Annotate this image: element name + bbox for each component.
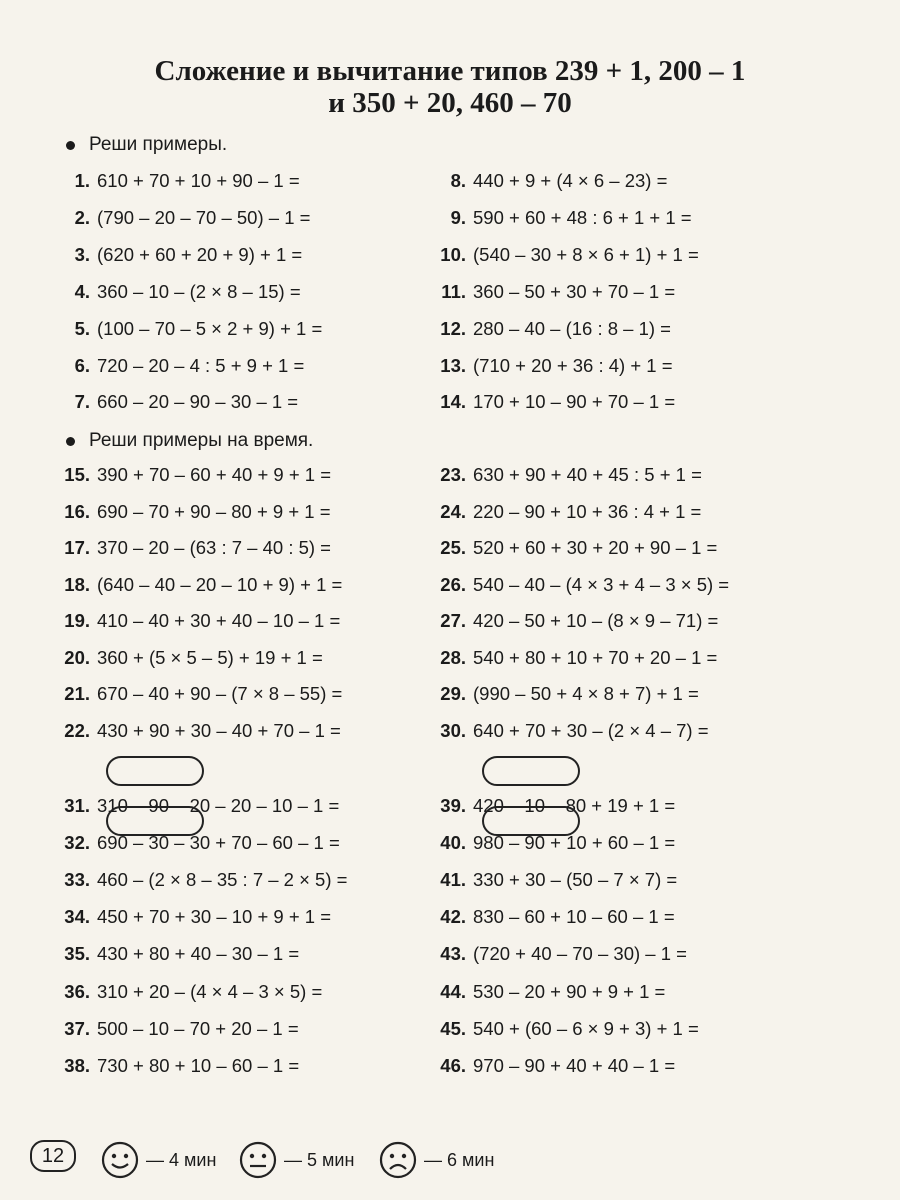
exercise-number: 37. bbox=[64, 1017, 90, 1039]
exercise-number: 18. bbox=[64, 573, 90, 595]
sad-face-icon bbox=[378, 1140, 418, 1180]
exercise-row bbox=[432, 391, 675, 413]
exercise-row bbox=[432, 574, 729, 596]
exercise-number: 22. bbox=[64, 719, 90, 741]
exercise-expression: 220 – 90 + 10 + 36 : 4 + 1 = bbox=[473, 500, 702, 522]
exercise-expression: 170 + 10 – 90 + 70 – 1 = bbox=[473, 391, 676, 413]
exercise-number: 5. bbox=[74, 317, 90, 339]
section-heading-1 bbox=[66, 134, 227, 156]
smile-icon bbox=[100, 1140, 140, 1180]
exercise-number: 32. bbox=[64, 832, 90, 854]
exercise-expression: (720 + 40 – 70 – 30) – 1 = bbox=[473, 943, 687, 965]
exercise-number: 13. bbox=[440, 354, 466, 376]
exercise-expression: 310 + 20 – (4 × 4 – 3 × 5) = bbox=[97, 980, 323, 1002]
exercise-expression: 520 + 60 + 30 + 20 + 90 – 1 = bbox=[473, 537, 718, 558]
exercise-expression: 280 – 40 – (16 : 8 – 1) = bbox=[473, 317, 671, 339]
exercise-row bbox=[432, 244, 699, 266]
exercise-number: 3. bbox=[74, 243, 90, 265]
exercise-expression: 690 – 30 – 30 + 70 – 60 – 1 = bbox=[97, 832, 340, 854]
exercise-row bbox=[58, 1018, 299, 1040]
exercise-expression: 440 + 9 + (4 × 6 – 23) = bbox=[473, 170, 668, 191]
exercise-number: 39. bbox=[440, 795, 466, 816]
exercise-number: 15. bbox=[64, 464, 90, 485]
exercise-number: 30. bbox=[440, 719, 466, 741]
exercise-row bbox=[58, 943, 299, 965]
exercise-row bbox=[58, 906, 331, 928]
exercise-number: 43. bbox=[440, 943, 466, 965]
exercise-number: 36. bbox=[64, 980, 90, 1002]
exercise-row bbox=[432, 1055, 675, 1077]
exercise-expression: 460 – (2 × 8 – 35 : 7 – 2 × 5) = bbox=[97, 869, 348, 891]
exercise-expression: (640 – 40 – 20 – 10 + 9) + 1 = bbox=[97, 573, 343, 595]
section-heading-label: Реши примеры. bbox=[89, 134, 228, 155]
exercise-number: 21. bbox=[64, 683, 90, 704]
exercise-expression: 730 + 80 + 10 – 60 – 1 = bbox=[97, 1054, 300, 1076]
exercise-number: 9. bbox=[450, 206, 466, 228]
exercise-expression: 390 + 70 – 60 + 40 + 9 + 1 = bbox=[97, 464, 332, 485]
bullet-icon bbox=[66, 437, 75, 446]
exercise-row bbox=[58, 720, 341, 742]
exercise-number: 4. bbox=[74, 280, 90, 302]
exercise-row bbox=[58, 981, 322, 1003]
exercise-number: 34. bbox=[64, 906, 90, 928]
exercise-row bbox=[58, 869, 347, 891]
exercise-expression: (710 + 20 + 36 : 4) + 1 = bbox=[473, 354, 673, 376]
exercise-expression: 420 – 50 + 10 – (8 × 9 – 71) = bbox=[473, 610, 719, 631]
exercise-row bbox=[58, 501, 331, 523]
exercise-expression: 420 – 10 – 80 + 19 + 1 = bbox=[473, 795, 676, 816]
exercise-number: 35. bbox=[64, 943, 90, 965]
exercise-row bbox=[58, 647, 323, 669]
exercise-number: 38. bbox=[64, 1054, 90, 1076]
exercise-row bbox=[432, 464, 702, 486]
legend-label: — 5 мин bbox=[284, 1149, 355, 1170]
exercise-row bbox=[58, 683, 342, 705]
exercise-row bbox=[432, 1018, 699, 1040]
exercise-number: 27. bbox=[440, 610, 466, 631]
exercise-number: 46. bbox=[440, 1054, 466, 1076]
exercise-row bbox=[432, 281, 675, 303]
exercise-expression: (540 – 30 + 8 × 6 + 1) + 1 = bbox=[473, 243, 699, 265]
exercise-number: 33. bbox=[64, 869, 90, 891]
exercise-expression: 410 – 40 + 30 + 40 – 10 – 1 = bbox=[97, 610, 341, 631]
exercise-number: 14. bbox=[440, 391, 466, 413]
exercise-expression: (100 – 70 – 5 × 2 + 9) + 1 = bbox=[97, 317, 323, 339]
answer-box[interactable] bbox=[482, 756, 580, 786]
exercise-expression: 450 + 70 + 30 – 10 + 9 + 1 = bbox=[97, 906, 332, 928]
exercise-expression: 640 + 70 + 30 – (2 × 4 – 7) = bbox=[473, 719, 709, 741]
exercise-number: 16. bbox=[64, 500, 90, 522]
exercise-row bbox=[58, 391, 298, 413]
exercise-row bbox=[58, 832, 340, 854]
exercise-row bbox=[58, 244, 302, 266]
page-title: Сложение и вычитание типов 239 + 1, 200 – 1 bbox=[154, 55, 746, 87]
exercise-row bbox=[58, 610, 340, 632]
exercise-expression: 360 + (5 × 5 – 5) + 19 + 1 = bbox=[97, 646, 323, 668]
answer-box[interactable] bbox=[106, 756, 204, 786]
exercise-number: 17. bbox=[64, 537, 90, 558]
exercise-number: 26. bbox=[440, 573, 466, 595]
exercise-number: 24. bbox=[440, 500, 466, 522]
exercise-row bbox=[432, 610, 718, 632]
exercise-row bbox=[58, 318, 322, 340]
neutral-face-icon bbox=[238, 1140, 278, 1180]
exercise-expression: 660 – 20 – 90 – 30 – 1 = bbox=[97, 391, 299, 413]
exercise-row bbox=[432, 207, 692, 229]
exercise-number: 20. bbox=[64, 646, 90, 668]
page-number: 12 bbox=[30, 1140, 76, 1172]
exercise-expression: 360 – 10 – (2 × 8 – 15) = bbox=[97, 280, 301, 302]
exercise-number: 23. bbox=[440, 464, 466, 485]
exercise-number: 1. bbox=[74, 170, 90, 191]
bullet-icon bbox=[66, 141, 75, 150]
exercise-expression: 830 – 60 + 10 – 60 – 1 = bbox=[473, 906, 675, 928]
legend-item-slow bbox=[378, 1140, 494, 1180]
exercise-row bbox=[58, 170, 300, 192]
exercise-row bbox=[58, 281, 301, 303]
section-heading-label: Реши примеры на время. bbox=[89, 430, 314, 451]
exercise-number: 12. bbox=[440, 317, 466, 339]
exercise-expression: 360 – 50 + 30 + 70 – 1 = bbox=[473, 280, 676, 302]
exercise-number: 10. bbox=[440, 243, 466, 265]
page-subtitle: и 350 + 20, 460 – 70 bbox=[328, 87, 572, 119]
exercise-expression: 590 + 60 + 48 : 6 + 1 + 1 = bbox=[473, 206, 692, 228]
exercise-row bbox=[58, 464, 331, 486]
section-heading-2 bbox=[66, 430, 313, 452]
exercise-number: 31. bbox=[64, 795, 90, 816]
exercise-expression: 690 – 70 + 90 – 80 + 9 + 1 = bbox=[97, 500, 331, 522]
exercise-number: 19. bbox=[64, 610, 90, 631]
exercise-expression: 670 – 40 + 90 – (7 × 8 – 55) = bbox=[97, 683, 343, 704]
exercise-row bbox=[58, 1055, 299, 1077]
answer-box[interactable] bbox=[482, 806, 580, 836]
exercise-row bbox=[432, 647, 717, 669]
legend-label: — 4 мин bbox=[146, 1149, 217, 1170]
exercise-expression: (990 – 50 + 4 × 8 + 7) + 1 = bbox=[473, 683, 699, 704]
exercise-number: 6. bbox=[74, 354, 90, 376]
exercise-row bbox=[432, 501, 701, 523]
exercise-expression: 970 – 90 + 40 + 40 – 1 = bbox=[473, 1054, 676, 1076]
exercise-expression: (790 – 20 – 70 – 50) – 1 = bbox=[97, 206, 311, 228]
exercise-row bbox=[432, 318, 671, 340]
exercise-expression: 610 + 70 + 10 + 90 – 1 = bbox=[97, 170, 300, 191]
exercise-number: 40. bbox=[440, 832, 466, 854]
exercise-expression: 630 + 90 + 40 + 45 : 5 + 1 = bbox=[473, 464, 702, 485]
exercise-row bbox=[432, 537, 717, 559]
exercise-row bbox=[432, 943, 687, 965]
exercise-expression: 980 – 90 + 10 + 60 – 1 = bbox=[473, 832, 676, 854]
legend-item-fast bbox=[100, 1140, 216, 1180]
exercise-number: 42. bbox=[440, 906, 466, 928]
answer-box[interactable] bbox=[106, 806, 204, 836]
exercise-row bbox=[58, 537, 331, 559]
exercise-number: 2. bbox=[74, 206, 90, 228]
exercise-number: 44. bbox=[440, 980, 466, 1002]
exercise-row bbox=[432, 981, 665, 1003]
exercise-expression: 370 – 20 – (63 : 7 – 40 : 5) = bbox=[97, 537, 331, 558]
exercise-row bbox=[432, 906, 675, 928]
exercise-row bbox=[432, 170, 667, 192]
exercise-number: 7. bbox=[74, 391, 90, 413]
exercise-row bbox=[58, 574, 342, 596]
exercise-expression: 430 + 80 + 40 – 30 – 1 = bbox=[97, 943, 300, 965]
exercise-expression: 530 – 20 + 90 + 9 + 1 = bbox=[473, 980, 666, 1002]
exercise-row bbox=[432, 683, 699, 705]
exercise-number: 8. bbox=[450, 170, 466, 191]
exercise-row bbox=[432, 355, 673, 377]
exercise-number: 11. bbox=[441, 280, 466, 302]
exercise-number: 45. bbox=[440, 1017, 466, 1039]
exercise-expression: 540 – 40 – (4 × 3 + 4 – 3 × 5) = bbox=[473, 573, 730, 595]
legend-item-medium bbox=[238, 1140, 354, 1180]
exercise-expression: (620 + 60 + 20 + 9) + 1 = bbox=[97, 243, 303, 265]
exercise-row bbox=[58, 207, 310, 229]
exercise-expression: 430 + 90 + 30 – 40 + 70 – 1 = bbox=[97, 719, 341, 741]
exercise-number: 28. bbox=[440, 646, 466, 668]
exercise-expression: 330 + 30 – (50 – 7 × 7) = bbox=[473, 869, 678, 891]
legend-label: — 6 мин bbox=[424, 1149, 495, 1170]
exercise-number: 29. bbox=[440, 683, 466, 704]
exercise-number: 41. bbox=[440, 869, 466, 891]
exercise-expression: 720 – 20 – 4 : 5 + 9 + 1 = bbox=[97, 354, 305, 376]
exercise-expression: 540 + 80 + 10 + 70 + 20 – 1 = bbox=[473, 646, 718, 668]
exercise-row bbox=[432, 720, 709, 742]
exercise-expression: 500 – 10 – 70 + 20 – 1 = bbox=[97, 1017, 299, 1039]
exercise-row bbox=[432, 869, 677, 891]
exercise-expression: 540 + (60 – 6 × 9 + 3) + 1 = bbox=[473, 1017, 699, 1039]
exercise-expression: 310 – 90 – 20 – 20 – 10 – 1 = bbox=[97, 795, 340, 816]
exercise-number: 25. bbox=[440, 537, 466, 558]
exercise-row bbox=[58, 355, 304, 377]
